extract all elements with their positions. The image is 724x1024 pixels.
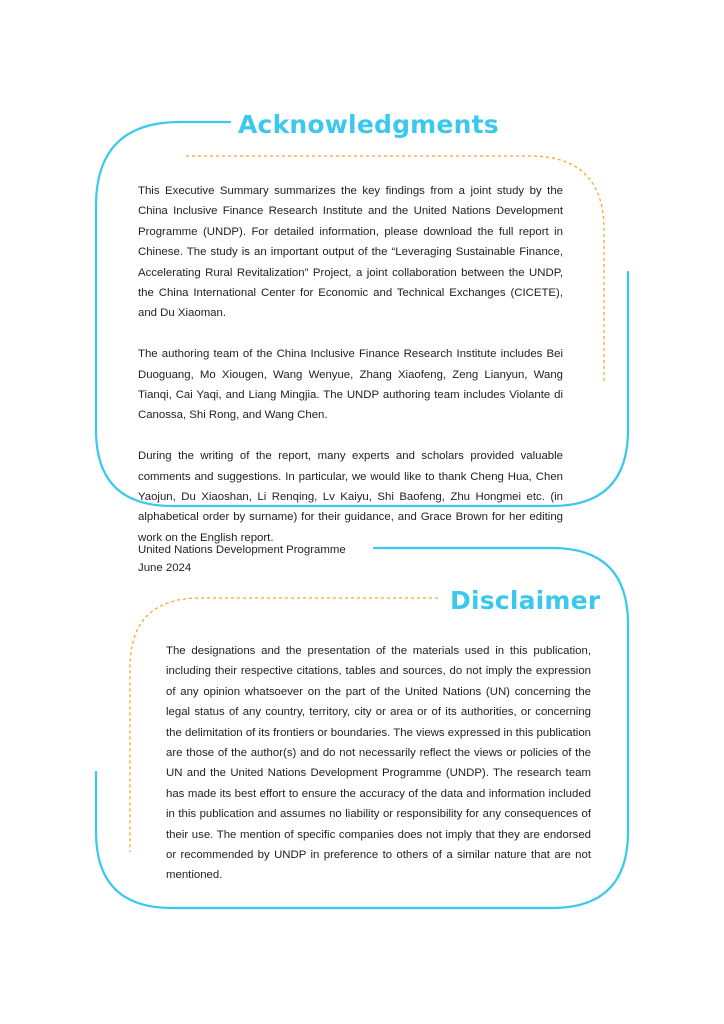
acknowledgments-heading: Acknowledgments	[238, 110, 499, 139]
signature-block	[138, 541, 346, 577]
ack-paragraph-2: The authoring team of the China Inclusive Finance Research Institute includes Bei Duoguang, Mo Xiougen, Wang Wenyue, Zhang Xiaofeng, Zeng Lianyun, Wang Tianqi, Cai Yaqi, and Liang Mingjia. The UNDP authoring team includes Violante di Canossa, Shi Rong, and Wang Chen.	[138, 348, 563, 422]
disclaimer-paragraph: The designations and the presentation of the materials used in this publication, including their respective citations, tables and sources, do not imply the expression of any opinion whatsoever on the part of the United Nations (UN) concerning the legal status of any country, territory, city or area or of its authorities, or concerning the delimitation of its frontiers or boundaries. The views expressed in this publication are those of the author(s) and do not necessarily reflect the views or policies of the UN and the United Nations Development Programme (UNDP). The research team has made its best effort to ensure the accuracy of the data and information included in this publication and assumes no liability or responsibility for any consequences of their use. The mention of specific companies does not imply that they are endorsed or recommended by UNDP in preference to others of a similar nature that are not mentioned.	[166, 645, 591, 882]
signature-date: June 2024	[138, 562, 192, 574]
disclaimer-heading: Disclaimer	[450, 586, 601, 615]
acknowledgments-body	[138, 181, 563, 548]
ack-paragraph-3: During the writing of the report, many experts and scholars provided valuable comments and suggestions. In particular, we would like to thank Cheng Hua, Chen Yaojun, Du Xiaoshan, Li Renqing, Lv Kaiyu, Shi Baofeng, Zhu Hongmei etc. (in alphabetical order by surname) for their guidance, and Grace Brown for her editing work on the English report.	[138, 450, 563, 544]
signature-organization: United Nations Development Programme	[138, 544, 346, 556]
disclaimer-body	[166, 641, 591, 886]
ack-paragraph-1: This Executive Summary summarizes the key findings from a joint study by the China Inclusive Finance Research Institute and the United Nations Development Programme (UNDP). For detailed information, please download the full report in Chinese. The study is an important output of the “Leveraging Sustainable Finance, Accelerating Rural Revitalization” Project, a joint collaboration between the UNDP, the China International Center for Economic and Technical Exchanges (CICETE), and Du Xiaoman.	[138, 185, 563, 320]
